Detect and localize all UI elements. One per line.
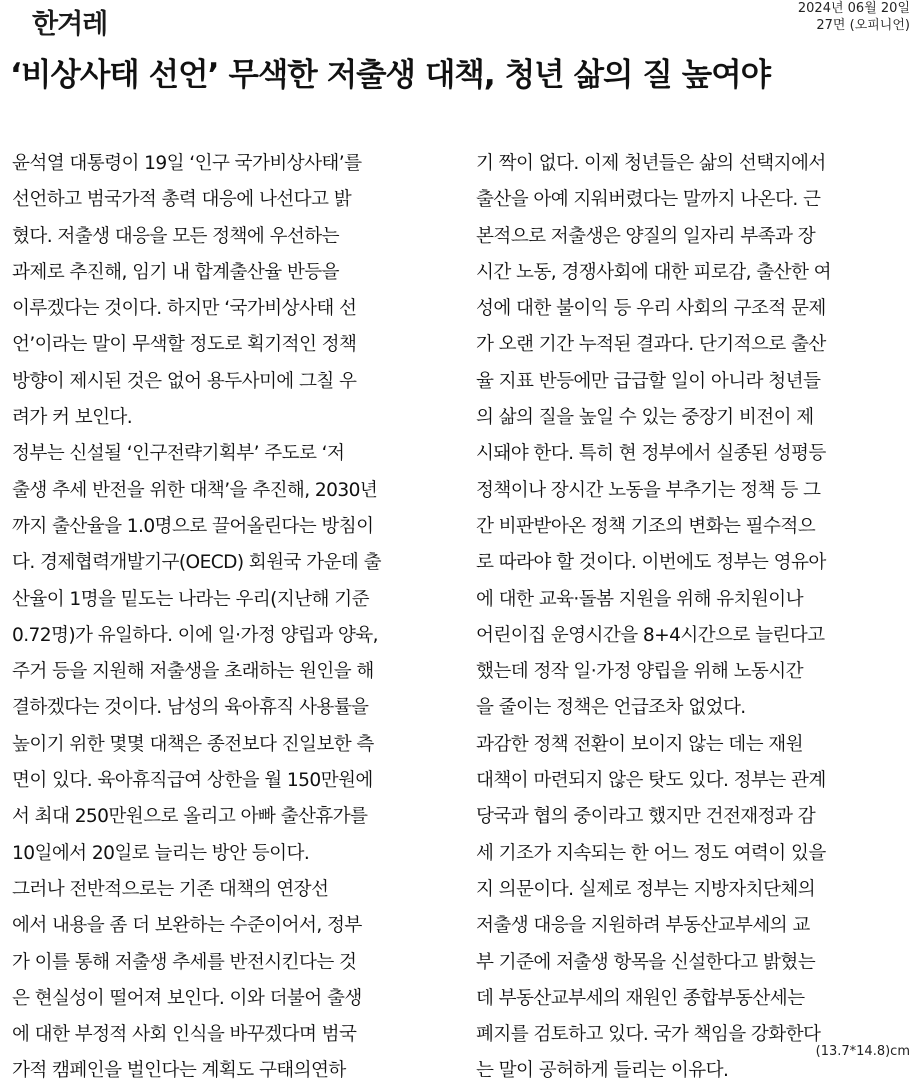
text-line: 했는데 정작 일·가정 양립을 위해 노동시간 — [476, 661, 804, 683]
text-line: 에 대한 교육·돌봄 지원을 위해 유치원이나 — [476, 588, 804, 610]
text-line: 10일에서 20일로 늘리는 방안 등이다. — [12, 842, 310, 864]
article-size-note: (13.7*14.8)cm — [815, 1044, 910, 1059]
text-line: 에서 내용을 좀 더 보완하는 수준이어서, 정부 — [12, 915, 362, 937]
text-line: 과제로 추진해, 임기 내 합계출산율 반등을 — [12, 261, 340, 283]
text-line: 대책이 마련되지 않은 탓도 있다. 정부는 관계 — [476, 770, 826, 792]
text-line: 출산을 아예 지워버렸다는 말까지 나온다. 근 — [476, 189, 821, 211]
publication-date: 2024년 06월 20일 — [797, 1, 910, 16]
text-line: 0.72명)가 유일하다. 이에 일·가정 양립과 양육, — [12, 624, 378, 646]
text-line: 윤석열 대통령이 19일 ‘인구 국가비상사태’를 — [12, 153, 362, 174]
text-line: 지 의문이다. 실제로 정부는 지방자치단체의 — [476, 878, 816, 900]
page-section: 27면 (오피니언) — [816, 18, 910, 33]
text-line: 과감한 정책 전환이 보이지 않는 데는 재원 — [476, 733, 804, 755]
article-column-left — [12, 146, 442, 1090]
text-line: 당국과 협의 중이라고 했지만 건전재정과 감 — [476, 806, 816, 828]
text-line: 정책이나 장시간 노동을 부추기는 정책 등 그 — [476, 479, 821, 501]
text-line: 을 줄이는 정책은 언급조차 없었다. — [476, 697, 746, 719]
text-line: 다. 경제협력개발기구(OECD) 회원국 가운데 출 — [12, 552, 381, 574]
text-line: 부 기준에 저출생 항목을 신설한다고 밝혔는 — [476, 951, 816, 973]
text-line: 시돼야 한다. 특히 현 정부에서 실종된 성평등 — [476, 443, 826, 465]
text-line: 폐지를 검토하고 있다. 국가 책임을 강화한다 — [476, 1024, 821, 1046]
text-line: 성에 대한 불이익 등 우리 사회의 구조적 문제 — [476, 298, 826, 320]
article-headline: ‘비상사태 선언’ 무색한 저출생 대책, 청년 삶의 질 높여야 — [10, 57, 771, 93]
text-line: 은 현실성이 떨어져 보인다. 이와 더불어 출생 — [12, 987, 362, 1009]
text-line: 혔다. 저출생 대응을 모든 정책에 우선하는 — [12, 225, 340, 247]
text-line: 저출생 대응을 지원하려 부동산교부세의 교 — [476, 915, 810, 937]
text-line: 가적 캠페인을 벌인다는 계획도 구태의연하 — [12, 1060, 346, 1082]
text-line: 선언하고 범국가적 총력 대응에 나선다고 밝 — [12, 189, 352, 211]
text-line: 주거 등을 지원해 저출생을 초래하는 원인을 해 — [12, 661, 374, 683]
text-line: 산율이 1명을 밑도는 나라는 우리(지난해 기준 — [12, 588, 369, 610]
text-line: 언’이라는 말이 무색할 정도로 획기적인 정책 — [12, 334, 357, 356]
newspaper-logo: 한겨레 — [32, 9, 108, 40]
text-line: 로 따라야 할 것이다. 이번에도 정부는 영유아 — [476, 552, 826, 574]
text-line: 결하겠다는 것이다. 남성의 육아휴직 사용률을 — [12, 697, 369, 719]
text-line: 방향이 제시된 것은 없어 용두사미에 그칠 우 — [12, 370, 357, 392]
article-column-right — [476, 146, 906, 1090]
text-line: 세 기조가 지속되는 한 어느 정도 여력이 있을 — [476, 842, 826, 864]
publication-meta — [798, 0, 910, 34]
text-line: 가 이를 통해 저출생 추세를 반전시킨다는 것 — [12, 951, 357, 973]
text-line: 본적으로 저출생은 양질의 일자리 부족과 장 — [476, 225, 816, 247]
text-line: 서 최대 250만원으로 올리고 아빠 출산휴가를 — [12, 806, 368, 828]
text-line: 는 말이 공허하게 들리는 이유다. — [476, 1060, 729, 1082]
text-line: 려가 커 보인다. — [12, 407, 133, 429]
text-line: 간 비판받아온 정책 기조의 변화는 필수적으 — [476, 515, 816, 537]
text-line: 그러나 전반적으로는 기존 대책의 연장선 — [12, 878, 329, 900]
text-line: 가 오랜 기간 누적된 결과다. 단기적으로 출산 — [476, 334, 826, 356]
text-line: 시간 노동, 경쟁사회에 대한 피로감, 출산한 여 — [476, 261, 831, 283]
text-line: 이루겠다는 것이다. 하지만 ‘국가비상사태 선 — [12, 298, 357, 320]
text-line: 정부는 신설될 ‘인구전략기획부’ 주도로 ‘저 — [12, 443, 345, 465]
text-line: 까지 출산율을 1.0명으로 끌어올린다는 방침이 — [12, 515, 374, 537]
text-line: 높이기 위한 몇몇 대책은 종전보다 진일보한 측 — [12, 733, 374, 755]
text-line: 출생 추세 반전을 위한 대책’을 추진해, 2030년 — [12, 479, 378, 501]
text-line: 기 짝이 없다. 이제 청년들은 삶의 선택지에서 — [476, 153, 826, 174]
text-line: 의 삶의 질을 높일 수 있는 중장기 비전이 제 — [476, 407, 814, 429]
text-line: 데 부동산교부세의 재원인 종합부동산세는 — [476, 987, 805, 1009]
text-line: 면이 있다. 육아휴직급여 상한을 월 150만원에 — [12, 770, 373, 792]
text-line: 에 대한 부정적 사회 인식을 바꾸겠다며 범국 — [12, 1024, 357, 1046]
text-line: 율 지표 반등에만 급급할 일이 아니라 청년들 — [476, 370, 821, 392]
text-line: 어린이집 운영시간을 8+4시간으로 늘린다고 — [476, 624, 825, 646]
